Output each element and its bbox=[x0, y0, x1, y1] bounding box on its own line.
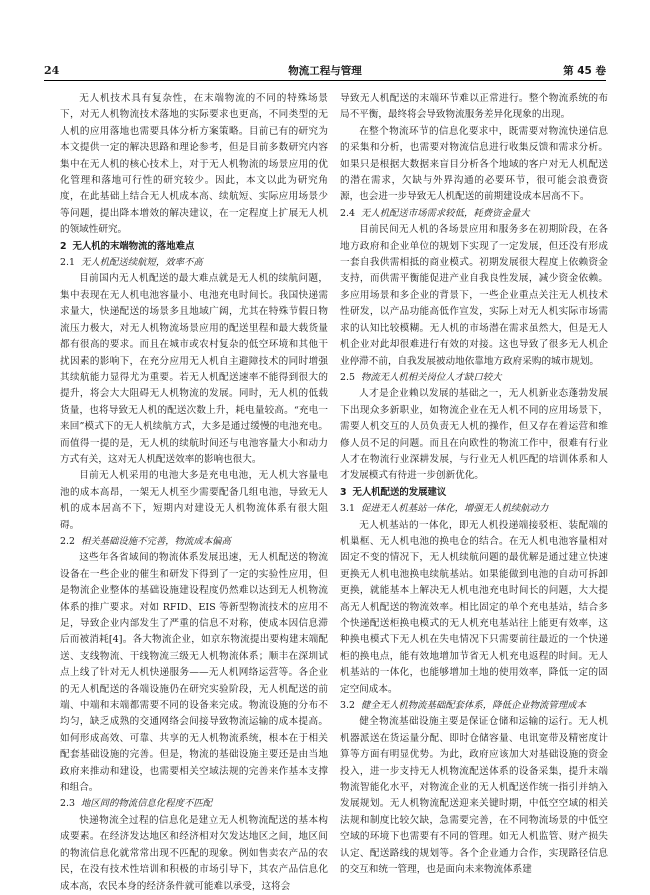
subsection-heading: 2.2 相关基础设施不完善，物流成本偏高 bbox=[60, 535, 231, 547]
volume-label: 第 45 卷 bbox=[563, 65, 606, 77]
paragraph: 这些年各省域间的物流体系发展迅速，无人机配送的物流设备在一些企业的催生和研发下得到了一定的实验性应用，但是物流企业整体的基础设施建设程度仍然难以达到无人机物流体系的推广要求。对如 RFID、EIS 等新型物流技术的应用不足，导致企业内部发生了严重的信息不对称，使成本因信息滞后而被消耗[4]。各大物流企业，如京东物流提出要构建末端配送、支线物流、干线物流三级无人机物流体系；顺丰在深圳试点上线了针对无人机快递服务——无人机网络运营等。各企业的无人机配送的各端设施仍在研究实验阶段，无人机配送的前端、中端和末端都需要不同的设备来完成。物流设施的分布不均匀，缺乏成熟的交通网络会间接导致物流运输的成本提高。如何形成高效、可靠、共享的无人机物流系统，根本在于相关配套基础设施的完善。但是，物流的基础设施主要还是由当地政府来推动和建设，也需要相关空域法规的完善来作基本支撑和组合。 bbox=[60, 552, 328, 794]
paragraph: 目前民间无人机的各场景应用和服务多在初期阶段，在各地方政府和企业单位的规划下实现了一定发展，但还没有形成一套自我供需相抵的商业模式。初期发展很大程度上依赖资金支持，而供需平衡能促进产业自我良性发展，减少资金依赖。多应用场景和多企业的背景下，一些企业重点关注无人机技术性研发，以产品功能高低作宣发，实际上对无人机实际市场需求的认知比较模糊。无人机的市场潜在需求虽然大，但是无人机企业对此却很难进行有效的对接。这也导致了很多无人机企业停滞不前，自我发展被动地依靠地方政府采购的城市规划。 bbox=[340, 224, 608, 367]
subsection-heading: 2.5 物流无人机相关岗位人才缺口较大 bbox=[340, 371, 502, 383]
section-heading: 2 无人机的末端物流的落地难点 bbox=[60, 240, 195, 252]
subsection-heading: 3.2 健全无人机物流基础配套体系，降低企业物流管理成本 bbox=[340, 700, 586, 712]
section-heading: 3 无人机配送的发展建议 bbox=[340, 486, 447, 498]
subsection-heading: 3.1 促进无人机基站一体化，增强无人机续航动力 bbox=[340, 503, 549, 515]
journal-title: 物流工程与管理 bbox=[288, 65, 362, 77]
paragraph: 在整个物流环节的信息化要求中，既需要对物流快递信息的采集和分析，也需要对物流信息进行收集反馈和需求分析。如果只是根据大数据来盲目分析各个地域的客户对无人机配送的潜在需求，欠缺与外界沟通的必要环节，很可能会浪费资源，也会进一步导致无人机配送的前期建设成本居高不下。 bbox=[340, 125, 608, 203]
paragraph: 快递物流全过程的信息化是建立无人机物流配送的基本构成要素。在经济发达地区和经济相对欠发达地区之间，地区间的物流信息化就常常出现不匹配的现象。例如售卖农产品的农民，在没有技术性培训和积极的市场引导下，其农产品信息化成本高，农民本身的经济条件就可能难以承受，这将会 bbox=[60, 814, 328, 892]
subsection-heading: 2.1 无人机配送续航短，效率不高 bbox=[60, 257, 203, 269]
subsection-heading: 2.4 无人机配送市场需求较低，耗费资金量大 bbox=[340, 207, 530, 219]
page-header bbox=[44, 64, 606, 81]
right-column bbox=[340, 91, 608, 876]
paragraph: 目前无人机采用的电池大多是充电电池，无人机大容量电池的成本高昂，一架无人机至少需要配备几组电池，导致无人机的成本居高不下，短期内对建设无人机物流体系有很大阻碍。 bbox=[60, 470, 328, 531]
paragraph: 健全物流基础设施主要是保证仓储和运输的运行。无人机机器派送在货运量分配、即时仓储容量、电讯宽带及精密度计算等方面有明显优势。为此，政府应该加大对基础设施的资金投入，进一步支持无人机物流配送体系的设备采集，提升末端物流智能化水平，对物流企业的无人机配送作统一指引并纳入发展规划。无人机物流配送迎来关键时期，中低空空域的相关法规和制度比较欠缺，急需要完善，在不同物流场景的中低空空域的环境下也需要有不同的管理。如无人机监管、财产损失认定、配送路线的规划等。各个企业通力合作，实现路径信息的交互和统一管理，也是面向未来物流体系建 bbox=[340, 716, 608, 876]
subsection-heading: 2.3 地区间的物流信息化程度不匹配 bbox=[60, 798, 213, 810]
paragraph: 目前国内无人机配送的最大难点就是无人机的续航问题，集中表现在无人机电池容量小、电池充电时间长。我国快递需求量大，快递配送的场景多且地域广阔，尤其在特殊节假日物流压力极大，对无人机物流场景应用的配送里程和最大载货量都有很高的要求。而且在城市或农村复杂的低空环境和其他干扰因素的影响下，在充分应用无人机自主避障技术的同时增强其续航能力显得尤为重要。若无人机配送速率不能得到很大的提升，将会大大阻碍无人机物流的发展。同时，无人机的低载货量，也将导致无人机的配送次数上升，耗电量较高。“充电一来回”模式下的无人机续航方式，大多是通过缓慢的电池充电。而值得一提的是，无人机的续航时间还与电池容量大小和动力方式有关，这对无人机配送效率的影响也很大。 bbox=[60, 273, 328, 465]
paragraph: 导致无人机配送的末端环节难以正常进行。整个物流系统的布局不平衡，最终将会导致物流服务差异化现象的出现。 bbox=[340, 93, 608, 121]
paragraph: 人才是企业赖以发展的基础之一，无人机新业态蓬勃发展下出现众多新职业，如物流企业在无人机不同的应用场景下，需要人机交互的人员负责无人机的操作，但又存在着运营和维修人员不足的问题。而且在向欧性的物流工作中，很难有行业人才在物流行业深耕发展，与行业无人机匹配的培训体系和人才发展模式有待进一步创新优化。 bbox=[340, 388, 608, 482]
paragraph: 无人机基站的一体化，即无人机投递端接驳柜、装配端的机巢框、无人机电池的换电仓的结合。在无人机电池容量相对固定不变的情况下，无人机续航问题的最优解是通过建立快速更换无人机电池换电续航基站。如果能做到电池的自动可拆卸更换，就能基本上解决无人机电池充电时间长的问题，大大提高无人机配送的物流效率。相比固定的单个充电基站，结合多个快递配送柜换电模式的无人机充电基站往上能更有效率，这种换电模式下无人机在失电情况下只需要前往最近的一个快递柜的换电点，能有效地增加节省无人机充电返程的时间。无人机基站的一体化，也能够增加土地的使用效率，降低一定的固定空间成本。 bbox=[340, 519, 608, 695]
page-number: 24 bbox=[44, 64, 60, 77]
paragraph: 无人机技术具有复杂性，在末端物流的不同的特殊场景下，对无人机物流技术落地的实际要求也更高，不同类型的无人机的应用落地也需要具体分析方案策略。目前已有的研究为本文提供一定的解决思路和理论参考，但是目前多数研究内容集中在无人机的核心技术上，对于无人机物流的场景应用的优化管理和落地可行性的研究较少。因此，本文以此为研究角度，在此基础上结合无人机成本高、续航短、实际应用场景少等问题，提出降本增效的解决建议，在一定程度上扩展无人机的领域性研究。 bbox=[60, 93, 328, 236]
left-column bbox=[60, 91, 328, 892]
